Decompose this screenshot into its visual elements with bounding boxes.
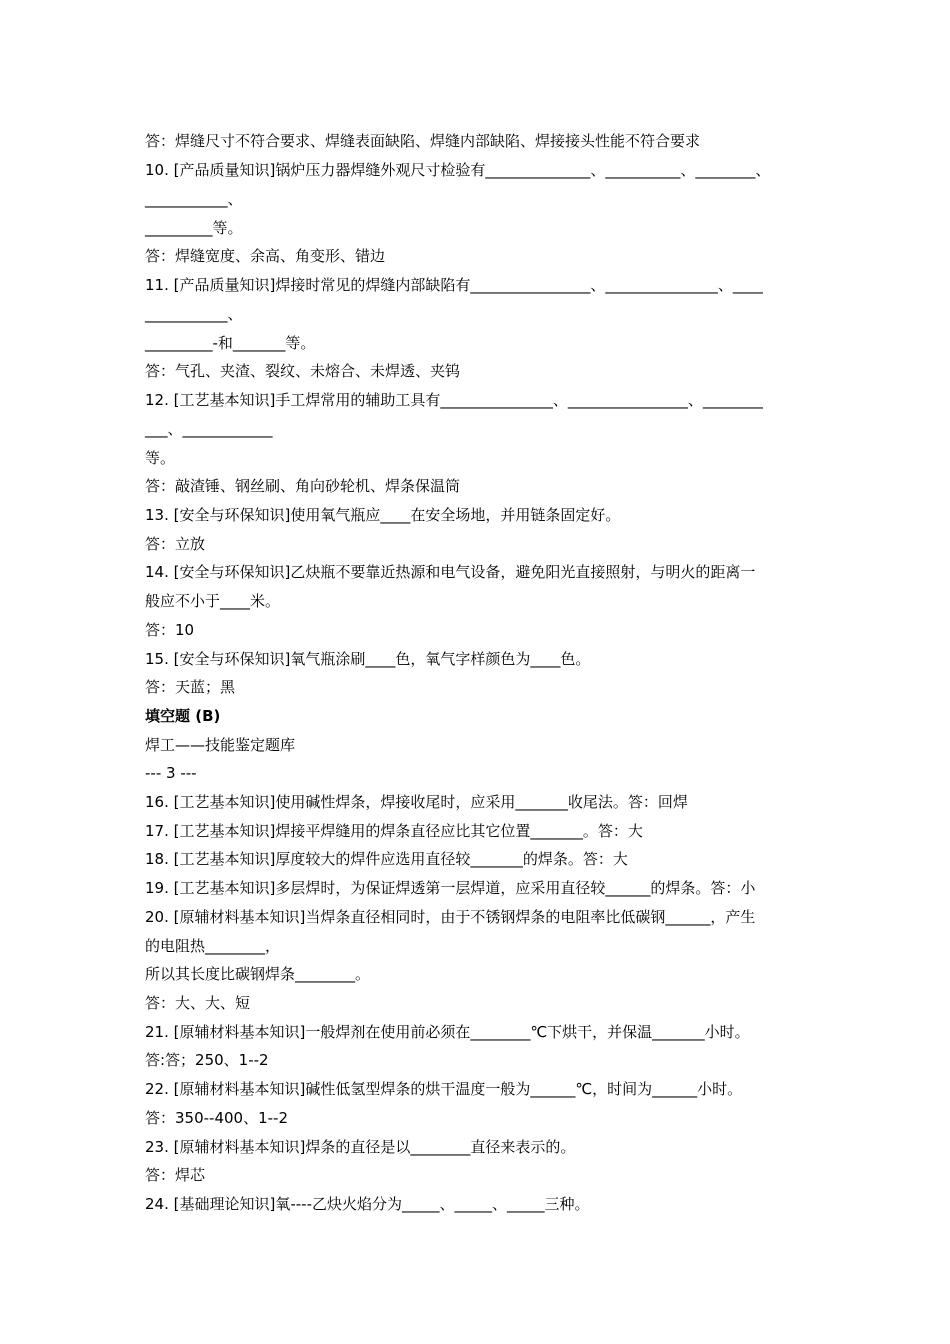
answer-20: 答：大、大、短 (145, 994, 251, 1012)
question-10-line-1: 10. [产品质量知识]锅炉压力器焊缝外观尺寸检验有______________、__________、________、 (145, 161, 771, 179)
question-18: 18. [工艺基本知识]厚度较大的焊件应选用直径较_______的焊条。答：大 (145, 850, 628, 868)
question-20-line-1: 20. [原辅材料基本知识]当焊条直径相同时，由于不锈钢焊条的电阻率比低碳钢______，产生 (145, 908, 756, 926)
question-11-line-2: ___________、 (145, 305, 243, 323)
running-header: 焊工——技能鉴定题库 (145, 736, 296, 754)
question-17: 17. [工艺基本知识]焊接平焊缝用的焊条直径应比其它位置_______。答：大 (145, 822, 643, 840)
question-15: 15. [安全与环保知识]氧气瓶涂刷____色，氧气字样颜色为____色。 (145, 650, 591, 668)
question-10-line-3: _________等。 (145, 219, 243, 237)
answer-14: 答：10 (145, 621, 195, 639)
answer-10: 答：焊缝宽度、余高、角变形、错边 (145, 247, 386, 265)
question-23: 23. [原辅材料基本知识]焊条的直径是以________直径来表示的。 (145, 1138, 576, 1156)
section-heading: 填空题 (B) (145, 707, 221, 725)
question-11-line-1: 11. [产品质量知识]焊接时常见的焊缝内部缺陷有________________、_______________、____ (145, 276, 763, 294)
answer-23: 答：焊芯 (145, 1166, 206, 1184)
question-19: 19. [工艺基本知识]多层焊时，为保证焊透第一层焊道，应采用直径较______的焊条。答：小 (145, 879, 756, 897)
question-13: 13. [安全与环保知识]使用氧气瓶应____在安全场地，并用链条固定好。 (145, 506, 621, 524)
question-14-line-2: 般应不小于____米。 (145, 592, 281, 610)
question-14-line-1: 14. [安全与环保知识]乙炔瓶不要靠近热源和电气设备，避免阳光直接照射，与明火的距离一 (145, 563, 756, 581)
answer-12: 答：敲渣锤、钢丝刷、角向砂轮机、焊条保温筒 (145, 477, 461, 495)
answer-13: 答：立放 (145, 535, 206, 553)
question-24: 24. [基础理论知识]氧----乙炔火焰分为_____、_____、_____三种。 (145, 1195, 590, 1213)
question-10-line-2: ___________、 (145, 190, 243, 208)
answer-15: 答：天蓝；黑 (145, 678, 236, 696)
question-12-line-3: 等。 (145, 449, 176, 467)
question-12-line-2: ___、____________ (145, 420, 273, 438)
question-11-line-3: _________-和_______等。 (145, 334, 316, 352)
page-number: --- 3 --- (145, 764, 197, 782)
question-12-line-1: 12. [工艺基本知识]手工焊常用的辅助工具有_______________、________________、________ (145, 391, 763, 409)
answer-11: 答：气孔、夹渣、裂纹、未熔合、未焊透、夹钨 (145, 362, 461, 380)
question-20-line-2: 的电阻热________， (145, 937, 281, 955)
answer-22: 答：350--400、1--2 (145, 1109, 288, 1127)
answer-21: 答:答；250、1--2 (145, 1051, 269, 1069)
question-21: 21. [原辅材料基本知识]一般焊剂在使用前必须在________℃下烘干，并保温_______小时。 (145, 1023, 750, 1041)
answer-9: 答：焊缝尺寸不符合要求、焊缝表面缺陷、焊缝内部缺陷、焊接接头性能不符合要求 (145, 132, 701, 150)
question-22: 22. [原辅材料基本知识]碱性低氢型焊条的烘干温度一般为______℃，时间为______小时。 (145, 1080, 743, 1098)
question-20-line-3: 所以其长度比碳钢焊条________。 (145, 965, 371, 983)
question-16: 16. [工艺基本知识]使用碱性焊条，焊接收尾时，应采用_______收尾法。答：回焊 (145, 793, 688, 811)
